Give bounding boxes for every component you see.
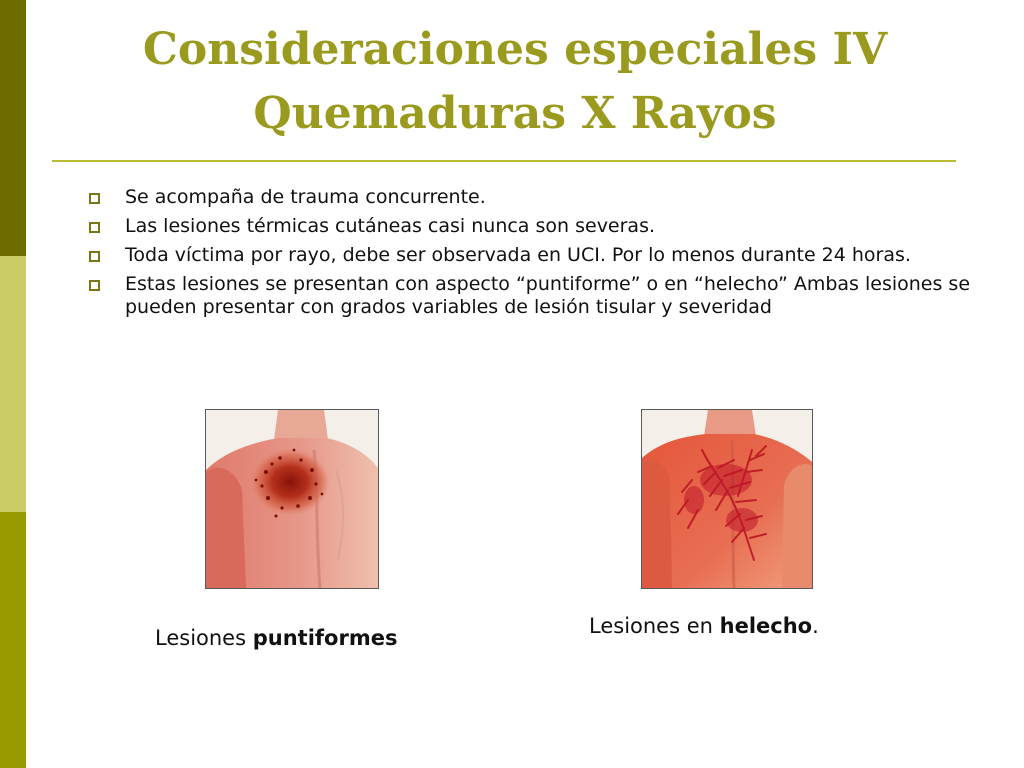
caption-bold: puntiformes (252, 626, 398, 650)
square-bullet-icon (89, 222, 100, 233)
square-bullet-icon (89, 251, 100, 262)
side-band-bottom (0, 512, 26, 768)
square-bullet-icon (89, 193, 100, 204)
side-band-top (0, 0, 26, 256)
bullet-item (88, 186, 978, 209)
caption-prefix: Lesiones en (589, 614, 720, 638)
caption-suffix: . (812, 614, 819, 638)
back-punctiform-burn-photo (205, 409, 379, 589)
bullet-list (88, 186, 978, 325)
caption-punctiform (155, 625, 397, 651)
caption-fern (589, 613, 819, 639)
caption-prefix: Lesiones (155, 626, 253, 650)
back-fern-burn-photo (641, 409, 813, 589)
bullet-text: Las lesiones térmicas cutáneas casi nunca son severas. (125, 215, 656, 237)
bullet-text: Se acompaña de trauma concurrente. (125, 186, 486, 208)
title-line-1: Consideraciones especiales IV (142, 24, 888, 75)
bullet-item (88, 273, 978, 319)
title-underline (52, 160, 956, 162)
slide-title (60, 18, 970, 146)
bullet-item (88, 244, 978, 267)
caption-bold: helecho (719, 614, 813, 638)
bullet-item (88, 215, 978, 238)
side-band-middle (0, 256, 26, 512)
bullet-text: Estas lesiones se presentan con aspecto “puntiforme” o en “helecho” Ambas lesiones se pueden presentar con grados variables de lesión tisular y severidad (125, 273, 971, 318)
square-bullet-icon (89, 280, 100, 291)
title-line-2: Quemaduras X Rayos (253, 88, 777, 139)
bullet-text: Toda víctima por rayo, debe ser observada en UCI. Por lo menos durante 24 horas. (125, 244, 911, 266)
